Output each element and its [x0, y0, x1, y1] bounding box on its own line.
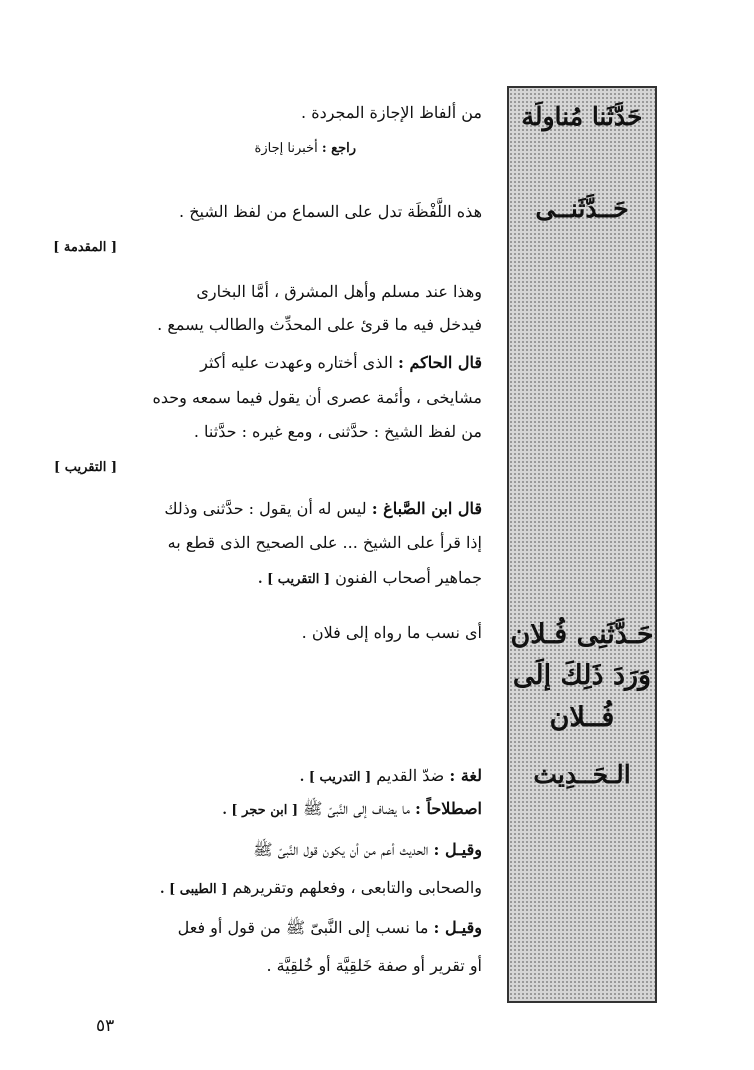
text-line-with-citation: [258, 568, 482, 587]
citation-muqaddima: [ المقدمة ]: [53, 240, 117, 255]
citation-tadrib: [ التدريب ] .: [299, 770, 372, 785]
lugha-text: ضدّ القديم: [376, 766, 445, 785]
text-fragment: والصحابى والتابعى ، وفعلهم وتقريرهم: [232, 878, 482, 897]
see-also-label: راجع :: [321, 141, 356, 156]
qil-text: الحديث أعم من أن يكون قول النَّبىّ ﷺ: [253, 840, 429, 859]
term-hadith: الـحَــدِيث: [533, 760, 631, 789]
text-line-with-citation: [160, 878, 482, 897]
text-line: من لفظ الشيخ : حدَّثنى ، ومع غيره : حدَّثنا .: [193, 422, 482, 441]
terms-sidebar: [507, 86, 657, 1003]
sabbagh-label: قال ابن الصَّباغ :: [371, 499, 482, 518]
istilah-label: اصطلاحاً :: [415, 799, 482, 818]
citation-taqrib: [ التقريب ]: [54, 460, 117, 475]
ijaza-definition: من ألفاظ الإجازة المجردة .: [301, 103, 482, 122]
hadith-istilah: [222, 799, 482, 822]
text-line: إذا قرأ على الشيخ ... على الصحيح الذى قطع به: [167, 533, 482, 552]
hadith-lugha: [300, 766, 482, 785]
qil-label: وقيـل :: [433, 840, 482, 859]
haddathani-fulan-definition: أى نسب ما رواه إلى فلان .: [301, 623, 482, 642]
hadith-qil-1: [253, 840, 482, 863]
text-line: مشايخى ، وأئمة عصرى أن يقول فيما سمعه وحده: [152, 388, 482, 407]
page-number: ٥٣: [96, 1016, 115, 1036]
sabbagh-quote: [164, 499, 482, 518]
term-warada-dhalik: وَرَدَ ذَلِكَ إلَى: [512, 660, 652, 691]
hakim-quote: [200, 353, 482, 372]
text-line: وهذا عند مسلم وأهل المشرق ، أمَّا البخارى: [196, 282, 482, 301]
hadith-qil-2: [178, 918, 482, 941]
hakim-text: الذى أختاره وعهدت عليه أكثر: [200, 353, 393, 372]
qil-label: وقيـل :: [433, 918, 482, 937]
qil-text: ما نسب إلى النَّبىّ ﷺ من قول أو فعل: [177, 918, 429, 937]
istilah-text: ما يضاف إلى النَّبىّ ﷺ: [303, 799, 410, 818]
term-haddathani: حَــدَّثَنــى: [535, 194, 629, 223]
citation-tibi: [ الطيبى ] .: [160, 882, 228, 897]
citation-ibn-hajar: [ ابن حجر ] .: [222, 803, 299, 818]
term-haddathana-munawala: حَدَّثَنا مُناولَة: [521, 102, 643, 131]
sabbagh-text: ليس له أن يقول : حدَّثنى وذلك: [164, 499, 367, 518]
hakim-label: قال الحاكم :: [398, 353, 482, 372]
citation-taqrib-inline: [ التقريب ] .: [258, 572, 331, 587]
text-line: فيدخل فيه ما قرئ على المحدِّث والطالب يسمع .: [157, 315, 482, 334]
term-haddathani-fulan: حَـدَّثَنِى فُـلان: [510, 619, 654, 650]
see-also-text: أخبرنا إجازة: [254, 141, 318, 156]
lugha-label: لغة :: [449, 766, 482, 785]
haddathani-definition: هذه اللَّفْظَة تدل على السماع من لفظ الشيخ .: [179, 202, 482, 221]
text-fragment: جماهير أصحاب الفنون: [335, 568, 482, 587]
text-line: أو تقرير أو صفة خَلقِيَّة أو خُلقِيَّة .: [266, 956, 482, 975]
term-fulan: فُــلان: [549, 702, 615, 733]
see-also-reference: [255, 141, 356, 156]
